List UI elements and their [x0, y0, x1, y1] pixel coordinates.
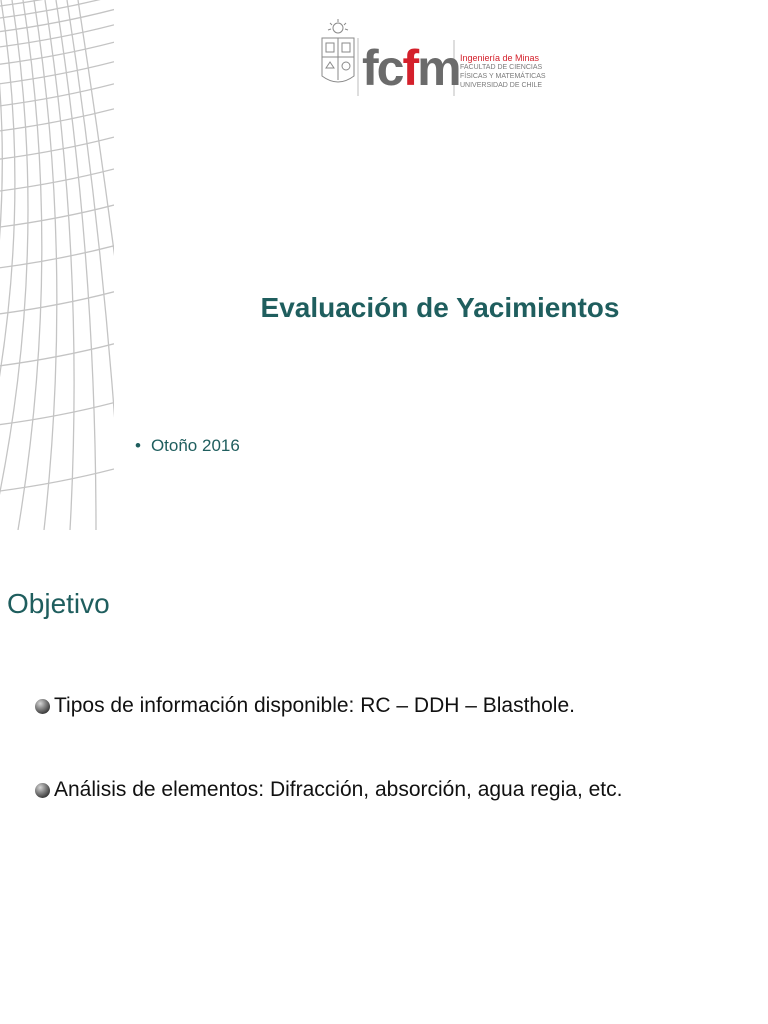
logo-institution-text	[460, 54, 560, 90]
semester-subtitle	[135, 436, 240, 456]
bullet-dot: •	[135, 436, 141, 455]
sphere-bullet-icon	[35, 699, 50, 714]
department-name: Ingeniería de Minas	[460, 53, 540, 63]
sphere-bullet-icon	[35, 783, 50, 798]
bullet-item-element-analysis	[35, 778, 622, 802]
faculty-line-2: FÍSICAS Y MATEMÁTICAS	[460, 73, 546, 80]
fcfm-wordmark: fcfm	[362, 40, 460, 96]
bullet-text: Análisis de elementos: Difracción, absorción, agua regia, etc.	[54, 778, 623, 801]
objective-slide	[0, 560, 768, 1024]
semester-text: Otoño 2016	[150, 436, 240, 455]
slide-title: Evaluación de Yacimientos	[260, 292, 620, 323]
bullet-text: Tipos de información disponible: RC – DDH – Blasthole.	[54, 694, 575, 717]
perspective-grid-decoration	[0, 0, 114, 530]
faculty-line-1: FACULTAD DE CIENCIAS	[460, 64, 543, 71]
bullet-item-info-types	[35, 694, 575, 718]
university-name: UNIVERSIDAD DE CHILE	[460, 82, 543, 89]
objective-heading: Objetivo	[7, 588, 110, 619]
